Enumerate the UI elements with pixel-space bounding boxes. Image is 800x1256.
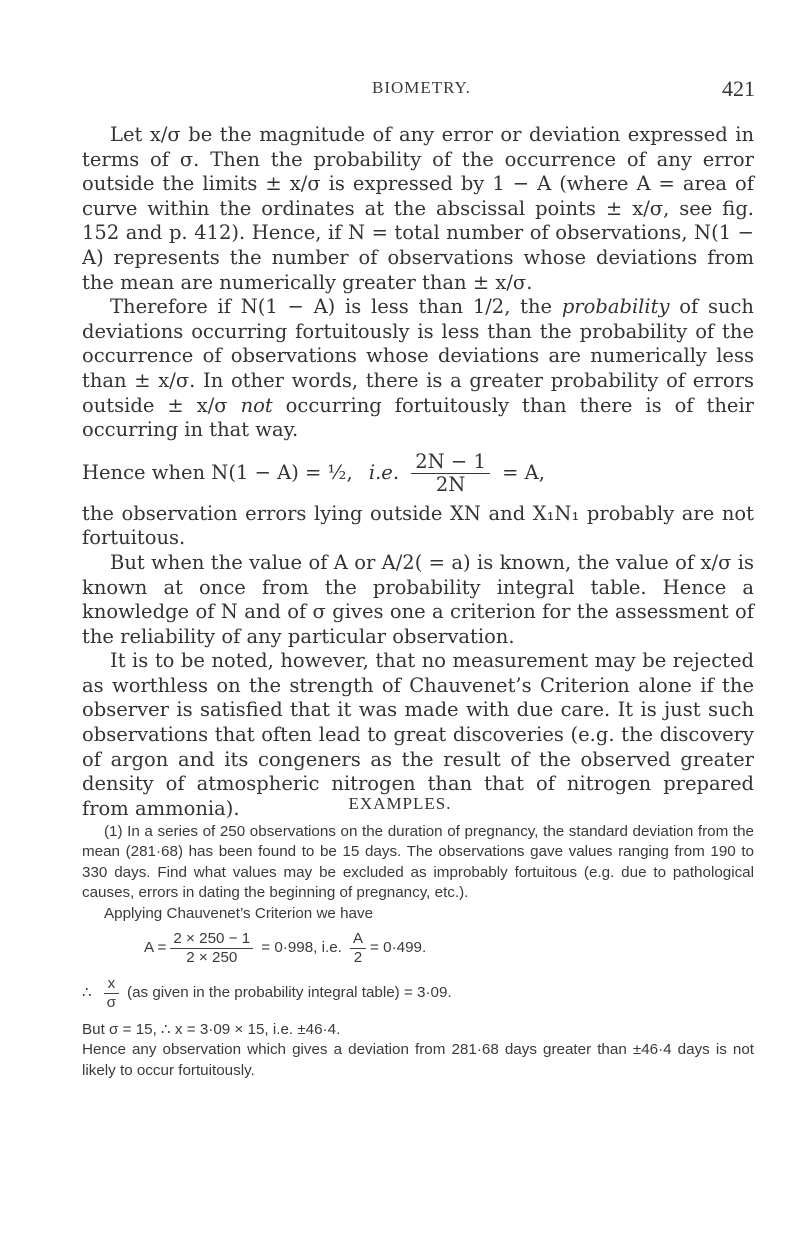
- x-sigma-fraction: [104, 975, 119, 1012]
- examples-section: [82, 822, 754, 1081]
- paragraph-2-emphasis: probability: [561, 295, 670, 319]
- formula-ie: i.e.: [368, 460, 400, 484]
- x-numerator: x: [104, 975, 119, 994]
- paragraph-4: [82, 551, 754, 649]
- paragraph-3-text: the observation errors lying outside XN and X₁N₁ probably are not fortuitous.: [82, 501, 754, 550]
- paragraph-2: [82, 295, 754, 443]
- paragraph-1: [82, 123, 754, 295]
- equation-a: [144, 930, 754, 967]
- eq-numerator: 2 × 250 − 1: [170, 930, 253, 949]
- paragraph-4-text: But when the value of A or A/2( = a) is known, the value of x/σ is known at once from the probability integral table. Hence a knowledge of N and of σ gives one a criterion for the assessment of the reliability of any particular observation.: [82, 550, 754, 648]
- eq-fraction: [170, 930, 253, 967]
- applying-line: [82, 904, 754, 924]
- hence-line: [82, 1040, 754, 1081]
- example-1-text: (1) In a series of 250 observations on the duration of pregnancy, the standard deviation from the mean (281·68) has been found to be 15 days. The observations gave values ranging from 190 to 330 days. Find what values may be excluded as improbably fortuitous (e.g. due to pathological causes, errors in dating the beginning of pregnancy, etc.).: [82, 823, 754, 902]
- formula-denominator: 2N: [435, 472, 466, 496]
- eq-a-half-denominator: 2: [353, 949, 363, 967]
- but-line: [82, 1020, 754, 1040]
- equation-x-sigma: [82, 975, 754, 1012]
- eq-mid: = 0·998, i.e.: [261, 939, 342, 957]
- hence-line-text: Hence any observation which gives a deviation from 281·68 days greater than ±46·4 days is not likely to occur fortuitously.: [82, 1041, 754, 1079]
- formula-numerator: 2N − 1: [411, 451, 490, 474]
- paragraph-2-text-a: Therefore if N(1 − A) is less than 1/2, the: [110, 295, 562, 319]
- eq-a-half-numerator: A: [350, 930, 366, 949]
- examples-heading: EXAMPLES.: [348, 794, 452, 813]
- example-1: [82, 822, 754, 904]
- paragraph-2-emphasis-2: not: [240, 393, 273, 417]
- running-head: BIOMETRY.: [372, 78, 471, 97]
- eq-end: = 0·499.: [370, 939, 427, 957]
- but-line-text: But σ = 15, ∴ x = 3·09 × 15, i.e. ±46·4.: [82, 1021, 341, 1039]
- sigma-denominator: σ: [106, 994, 117, 1012]
- paragraph-2-text-c: occurring fortuitously than there is of their occurring in that way.: [82, 393, 754, 442]
- paragraph-3: [82, 502, 754, 551]
- eq2-tail: (as given in the probability integral table) = 3·09.: [127, 984, 452, 1002]
- formula-lead: Hence when N(1 − A) = ½,: [82, 460, 353, 484]
- body-text: [82, 123, 754, 821]
- paragraph-1-text: Let x/σ be the magnitude of any error or deviation expressed in terms of σ. Then the probability of the occurrence of any error outside the limits ± x/σ is expressed by 1 − A (where A = area of curve within the ordinates at the abscissal points ± x/σ, see fig. 152 and p. 412). Hence, if N = total number of observations, N(1 − A) represents the number of observations whose deviations from the mean are numerically greater than ± x/σ.: [82, 123, 754, 294]
- applying-text: Applying Chauvenet’s Criterion we have: [104, 904, 374, 922]
- eq-a-half-fraction: [350, 930, 366, 967]
- page-number: 421: [722, 76, 755, 101]
- page-header: [0, 78, 800, 108]
- paragraph-2-text-b: of such deviations occurring fortuitously is less than the probability of the occurrence of observations whose deviations are numerically less than ± x/σ. In other words, there is a greater probability of errors outside ± x/σ: [82, 295, 754, 417]
- eq-a-label: A =: [144, 939, 167, 957]
- formula-fraction: [411, 451, 490, 496]
- formula-tail: = A,: [502, 460, 545, 484]
- paragraph-5-text: It is to be noted, however, that no measurement may be rejected as worthless on the strength of Chauvenet’s Criterion alone if the observer is satisfied that it was made with due care. It is just such observations that often lead to great discoveries (e.g. the discovery of argon and its congeners as the result of the observed greater density of atmospheric nitrogen than that of nitrogen prepared from ammonia).: [82, 649, 754, 820]
- therefore-symbol: ∴: [82, 984, 92, 1002]
- formula-line: [82, 451, 754, 496]
- eq-denominator: 2 × 250: [186, 949, 238, 967]
